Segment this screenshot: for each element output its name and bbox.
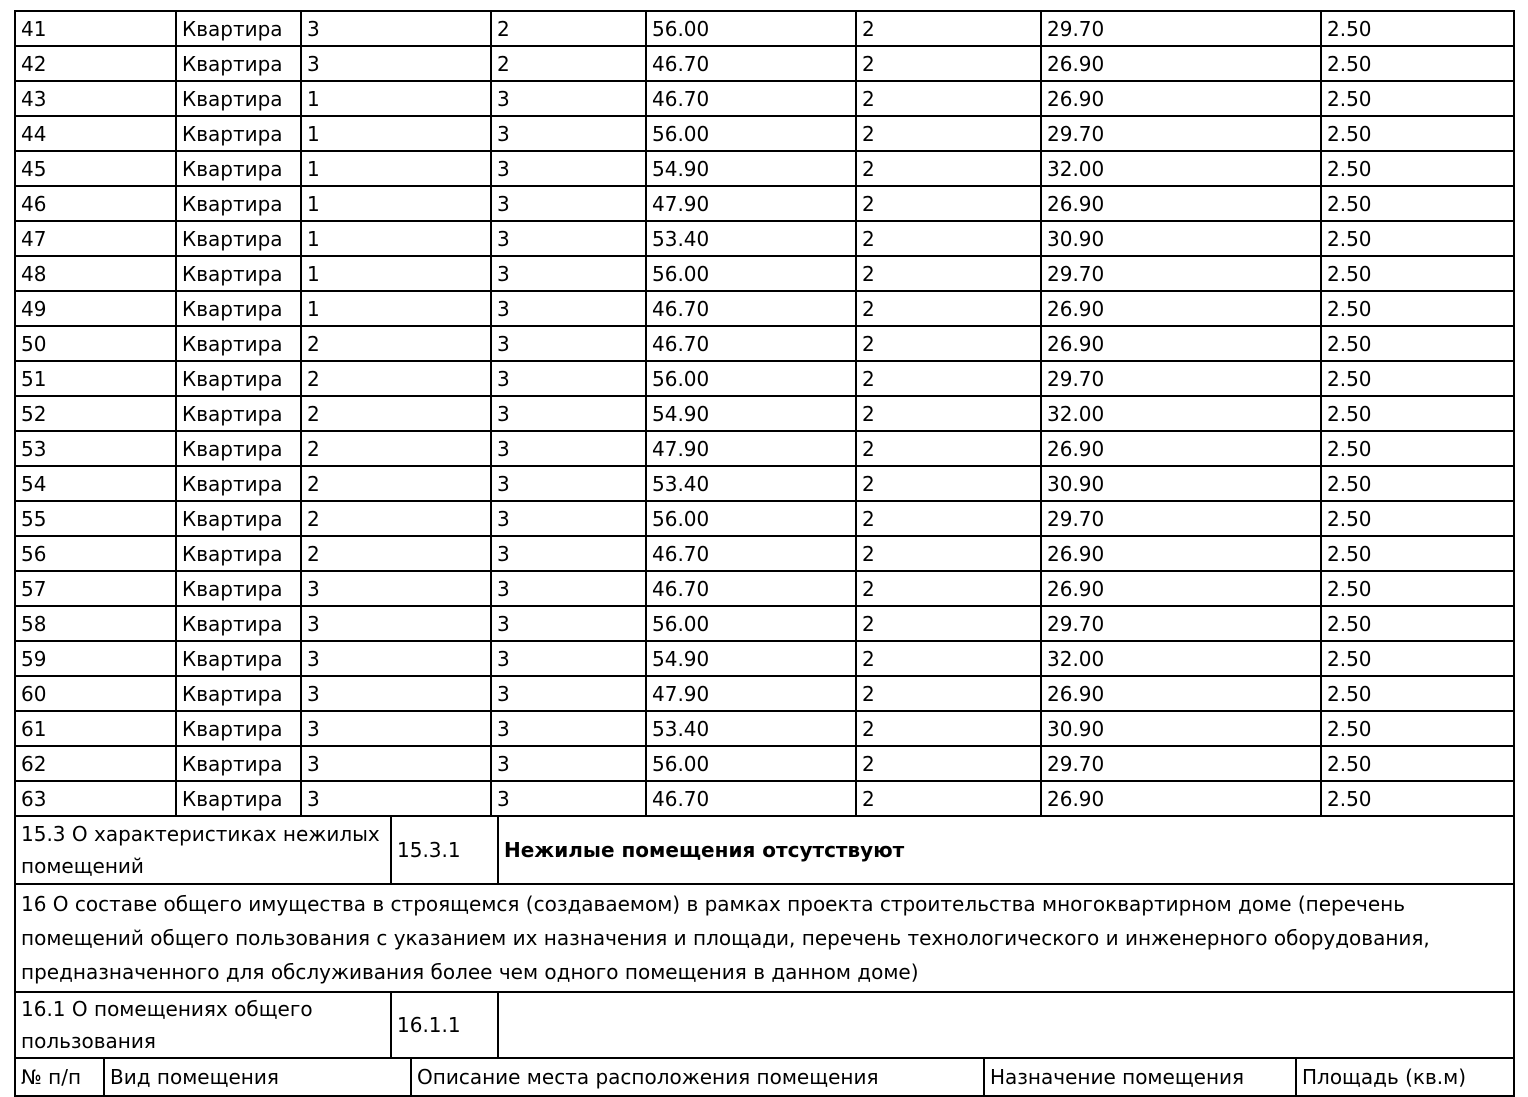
apartment-cell: 46.70 — [646, 291, 856, 326]
apartment-cell: 2.50 — [1321, 256, 1514, 291]
apartment-cell: 2 — [856, 571, 1041, 606]
apartment-row — [15, 396, 1514, 431]
apartment-cell: 57 — [15, 571, 176, 606]
apartment-cell: Квартира — [176, 46, 301, 81]
apartment-cell: Квартира — [176, 676, 301, 711]
apartment-row — [15, 711, 1514, 746]
apartment-cell: 2.50 — [1321, 606, 1514, 641]
apartment-cell: Квартира — [176, 221, 301, 256]
apartment-cell: Квартира — [176, 781, 301, 816]
apartment-cell: 56.00 — [646, 361, 856, 396]
apartment-cell: 3 — [301, 46, 491, 81]
apartment-cell: 3 — [301, 11, 491, 46]
apartment-cell: 2 — [856, 11, 1041, 46]
apartment-cell: 3 — [301, 711, 491, 746]
apartment-cell: 2 — [491, 46, 646, 81]
apartment-cell: 32.00 — [1041, 641, 1321, 676]
apartment-cell: 3 — [491, 501, 646, 536]
apartment-cell: 62 — [15, 746, 176, 781]
apartment-cell: 2 — [856, 466, 1041, 501]
header-area: Площадь (кв.м) — [1296, 1058, 1514, 1096]
apartment-row — [15, 606, 1514, 641]
apartment-cell: 29.70 — [1041, 116, 1321, 151]
apartment-cell: Квартира — [176, 291, 301, 326]
apartment-cell: 29.70 — [1041, 501, 1321, 536]
apartment-cell: 3 — [491, 116, 646, 151]
apartment-row — [15, 536, 1514, 571]
apartment-cell: 3 — [491, 536, 646, 571]
apartment-cell: 60 — [15, 676, 176, 711]
apartment-cell: 53.40 — [646, 221, 856, 256]
apartment-row — [15, 326, 1514, 361]
apartment-cell: Квартира — [176, 536, 301, 571]
header-type: Вид помещения — [104, 1058, 411, 1096]
apartment-cell: 2 — [301, 466, 491, 501]
apartment-row — [15, 431, 1514, 466]
apartment-cell: 47 — [15, 221, 176, 256]
apartment-cell: 54.90 — [646, 151, 856, 186]
apartment-cell: 47.90 — [646, 431, 856, 466]
apartment-cell: 47.90 — [646, 186, 856, 221]
apartment-cell: Квартира — [176, 326, 301, 361]
apartment-cell: 46.70 — [646, 326, 856, 361]
apartment-cell: 26.90 — [1041, 571, 1321, 606]
section-16 — [14, 883, 1515, 993]
apartment-cell: 3 — [491, 606, 646, 641]
apartment-cell: 26.90 — [1041, 81, 1321, 116]
apartment-cell: Квартира — [176, 571, 301, 606]
apartment-cell: 2 — [856, 501, 1041, 536]
apartment-cell: Квартира — [176, 81, 301, 116]
apartment-cell: Квартира — [176, 116, 301, 151]
apartment-row — [15, 46, 1514, 81]
apartment-cell: 30.90 — [1041, 221, 1321, 256]
apartment-cell: 2.50 — [1321, 326, 1514, 361]
document-page — [14, 10, 1513, 1097]
apartment-cell: 2 — [856, 151, 1041, 186]
apartment-cell: 29.70 — [1041, 606, 1321, 641]
apartment-cell: 51 — [15, 361, 176, 396]
apartment-cell: 63 — [15, 781, 176, 816]
apartments-table-body — [15, 11, 1514, 816]
apartment-cell: Квартира — [176, 746, 301, 781]
apartment-cell: 3 — [301, 641, 491, 676]
apartment-cell: 1 — [301, 291, 491, 326]
apartment-cell: 56.00 — [646, 11, 856, 46]
apartment-cell: 26.90 — [1041, 186, 1321, 221]
apartment-cell: 1 — [301, 116, 491, 151]
apartment-cell: 3 — [491, 431, 646, 466]
apartment-cell: 2 — [301, 326, 491, 361]
apartment-cell: 2.50 — [1321, 781, 1514, 816]
apartment-cell: 2.50 — [1321, 571, 1514, 606]
apartment-cell: 3 — [491, 396, 646, 431]
apartment-cell: 2.50 — [1321, 676, 1514, 711]
apartment-cell: 2 — [856, 361, 1041, 396]
apartment-cell: 26.90 — [1041, 781, 1321, 816]
apartment-cell: 2 — [856, 81, 1041, 116]
apartment-cell: 2 — [856, 396, 1041, 431]
apartment-cell: 3 — [491, 186, 646, 221]
apartment-cell: 2.50 — [1321, 501, 1514, 536]
apartment-cell: 2.50 — [1321, 361, 1514, 396]
apartment-cell: 2 — [856, 256, 1041, 291]
apartment-cell: 55 — [15, 501, 176, 536]
apartment-row — [15, 11, 1514, 46]
apartment-cell: 54.90 — [646, 641, 856, 676]
apartment-cell: 2.50 — [1321, 11, 1514, 46]
apartment-cell: 2.50 — [1321, 431, 1514, 466]
apartments-table — [14, 10, 1515, 817]
apartment-cell: 45 — [15, 151, 176, 186]
apartment-cell: 54 — [15, 466, 176, 501]
apartment-cell: Квартира — [176, 396, 301, 431]
apartment-cell: 3 — [491, 326, 646, 361]
apartment-cell: 2 — [856, 326, 1041, 361]
apartment-cell: 29.70 — [1041, 11, 1321, 46]
apartment-row — [15, 116, 1514, 151]
apartment-cell: 2 — [856, 536, 1041, 571]
section-15-3-value: Нежилые помещения отсутствуют — [498, 816, 1514, 884]
apartment-cell: 2.50 — [1321, 746, 1514, 781]
apartment-cell: 2.50 — [1321, 221, 1514, 256]
apartment-cell: 2.50 — [1321, 291, 1514, 326]
apartment-cell: 2 — [856, 606, 1041, 641]
apartment-cell: 3 — [491, 781, 646, 816]
apartment-cell: 56.00 — [646, 256, 856, 291]
apartment-cell: 56.00 — [646, 501, 856, 536]
apartment-row — [15, 746, 1514, 781]
section-15-3-code: 15.3.1 — [391, 816, 498, 884]
apartment-cell: 1 — [301, 221, 491, 256]
apartment-cell: 26.90 — [1041, 676, 1321, 711]
apartment-cell: 3 — [491, 746, 646, 781]
apartment-cell: 2.50 — [1321, 641, 1514, 676]
apartment-cell: 26.90 — [1041, 536, 1321, 571]
apartment-cell: 41 — [15, 11, 176, 46]
apartment-cell: 3 — [491, 361, 646, 396]
apartment-cell: 46.70 — [646, 536, 856, 571]
section-16-text: 16 О составе общего имущества в строящемся (создаваемом) в рамках проекта строительства многоквартирном доме (перечень помещений общего пользования с указанием их назначения и площади, перечень технологического и инженерного оборудования, предназначенного для обслуживания более чем одного помещения в данном доме) — [15, 884, 1514, 992]
apartment-cell: 53.40 — [646, 711, 856, 746]
apartment-row — [15, 221, 1514, 256]
apartment-cell: 47.90 — [646, 676, 856, 711]
apartment-cell: 2 — [856, 781, 1041, 816]
apartment-cell: 2 — [301, 501, 491, 536]
apartment-cell: 2 — [301, 431, 491, 466]
apartment-cell: 2 — [856, 221, 1041, 256]
section-15-3-label: 15.3 О характеристиках нежилых помещений — [15, 816, 391, 884]
apartment-row — [15, 186, 1514, 221]
apartment-cell: Квартира — [176, 711, 301, 746]
apartment-cell: Квартира — [176, 606, 301, 641]
apartment-cell: 2 — [856, 641, 1041, 676]
apartment-row — [15, 571, 1514, 606]
apartment-cell: 56.00 — [646, 746, 856, 781]
apartment-cell: 46.70 — [646, 81, 856, 116]
header-purpose: Назначение помещения — [984, 1058, 1296, 1096]
apartment-cell: Квартира — [176, 641, 301, 676]
apartment-cell: Квартира — [176, 151, 301, 186]
apartment-cell: 2 — [856, 116, 1041, 151]
apartment-cell: Квартира — [176, 431, 301, 466]
apartment-cell: 3 — [491, 81, 646, 116]
section-16-1-code: 16.1.1 — [391, 992, 498, 1058]
apartment-cell: 56.00 — [646, 606, 856, 641]
apartment-cell: 1 — [301, 151, 491, 186]
apartment-cell: 26.90 — [1041, 46, 1321, 81]
section-16-1 — [14, 991, 1515, 1059]
section-16-1-label: 16.1 О помещениях общего пользования — [15, 992, 391, 1058]
apartment-cell: 56.00 — [646, 116, 856, 151]
apartment-cell: 2.50 — [1321, 81, 1514, 116]
apartment-cell: 2 — [491, 11, 646, 46]
apartment-cell: 26.90 — [1041, 326, 1321, 361]
apartment-cell: 53.40 — [646, 466, 856, 501]
apartment-cell: 2 — [856, 431, 1041, 466]
apartment-cell: 3 — [491, 466, 646, 501]
apartment-cell: 3 — [491, 221, 646, 256]
apartment-cell: 2 — [301, 396, 491, 431]
apartment-cell: 61 — [15, 711, 176, 746]
apartment-row — [15, 291, 1514, 326]
apartment-cell: 46.70 — [646, 571, 856, 606]
section-16-row — [15, 884, 1514, 992]
apartment-cell: 32.00 — [1041, 151, 1321, 186]
apartment-cell: 46 — [15, 186, 176, 221]
apartment-cell: 3 — [491, 676, 646, 711]
apartment-cell: 46.70 — [646, 46, 856, 81]
header-location: Описание места расположения помещения — [411, 1058, 984, 1096]
apartment-row — [15, 361, 1514, 396]
section-16-1-row — [15, 992, 1514, 1058]
apartment-cell: 44 — [15, 116, 176, 151]
apartment-cell: 3 — [301, 781, 491, 816]
apartment-cell: 2 — [856, 746, 1041, 781]
apartment-cell: 2 — [856, 291, 1041, 326]
apartment-cell: 3 — [491, 291, 646, 326]
apartment-cell: 30.90 — [1041, 466, 1321, 501]
apartment-cell: 3 — [301, 606, 491, 641]
apartment-cell: 2.50 — [1321, 396, 1514, 431]
apartment-cell: 50 — [15, 326, 176, 361]
apartment-cell: 2.50 — [1321, 711, 1514, 746]
apartment-cell: 2.50 — [1321, 151, 1514, 186]
apartment-cell: 26.90 — [1041, 291, 1321, 326]
apartment-row — [15, 151, 1514, 186]
apartment-cell: Квартира — [176, 466, 301, 501]
apartment-cell: Квартира — [176, 11, 301, 46]
apartment-cell: 49 — [15, 291, 176, 326]
apartment-cell: 3 — [301, 676, 491, 711]
apartment-cell: 56 — [15, 536, 176, 571]
apartment-cell: Квартира — [176, 501, 301, 536]
apartment-row — [15, 501, 1514, 536]
apartment-cell: Квартира — [176, 361, 301, 396]
apartment-cell: 29.70 — [1041, 361, 1321, 396]
apartment-cell: 58 — [15, 606, 176, 641]
apartment-row — [15, 676, 1514, 711]
apartment-cell: 42 — [15, 46, 176, 81]
apartment-cell: 2.50 — [1321, 536, 1514, 571]
apartment-row — [15, 81, 1514, 116]
apartment-cell: 3 — [491, 256, 646, 291]
apartment-row — [15, 641, 1514, 676]
apartment-row — [15, 466, 1514, 501]
apartment-cell: 2 — [856, 46, 1041, 81]
apartment-cell: 3 — [491, 151, 646, 186]
apartment-cell: 52 — [15, 396, 176, 431]
apartment-cell: Квартира — [176, 186, 301, 221]
apartment-cell: 3 — [301, 746, 491, 781]
apartment-cell: Квартира — [176, 256, 301, 291]
apartment-cell: 2.50 — [1321, 186, 1514, 221]
apartment-cell: 2 — [301, 536, 491, 571]
apartment-cell: 29.70 — [1041, 746, 1321, 781]
apartment-cell: 26.90 — [1041, 431, 1321, 466]
apartment-cell: 2 — [301, 361, 491, 396]
common-areas-header-row — [15, 1058, 1514, 1096]
apartment-row — [15, 256, 1514, 291]
apartment-cell: 1 — [301, 256, 491, 291]
apartment-cell: 2.50 — [1321, 116, 1514, 151]
apartment-cell: 54.90 — [646, 396, 856, 431]
apartment-cell: 2 — [856, 186, 1041, 221]
section-16-1-value — [498, 992, 1514, 1058]
apartment-cell: 43 — [15, 81, 176, 116]
apartment-cell: 1 — [301, 186, 491, 221]
apartment-cell: 2 — [856, 676, 1041, 711]
common-areas-header-table — [14, 1057, 1515, 1097]
apartment-cell: 32.00 — [1041, 396, 1321, 431]
apartment-cell: 46.70 — [646, 781, 856, 816]
apartment-cell: 3 — [301, 571, 491, 606]
apartment-cell: 3 — [491, 571, 646, 606]
section-15-3-row — [15, 816, 1514, 884]
apartment-cell: 48 — [15, 256, 176, 291]
apartment-cell: 2.50 — [1321, 46, 1514, 81]
apartment-cell: 3 — [491, 641, 646, 676]
header-num: № п/п — [15, 1058, 104, 1096]
apartment-cell: 30.90 — [1041, 711, 1321, 746]
apartment-cell: 2 — [856, 711, 1041, 746]
apartment-cell: 2.50 — [1321, 466, 1514, 501]
apartment-cell: 3 — [491, 711, 646, 746]
section-15-3 — [14, 815, 1515, 885]
apartment-cell: 1 — [301, 81, 491, 116]
apartment-cell: 59 — [15, 641, 176, 676]
apartment-row — [15, 781, 1514, 816]
apartment-cell: 53 — [15, 431, 176, 466]
apartment-cell: 29.70 — [1041, 256, 1321, 291]
